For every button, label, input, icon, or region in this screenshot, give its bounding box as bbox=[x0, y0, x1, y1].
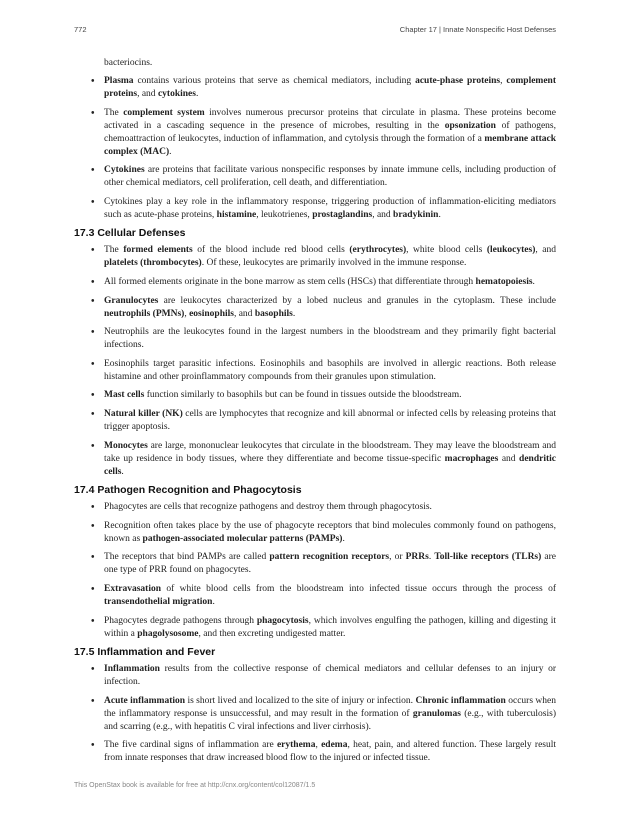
page-footer: This OpenStax book is available for free at http://cnx.org/content/col12087/1.5 bbox=[74, 782, 316, 789]
text-run: of the blood include red blood cells bbox=[192, 245, 350, 256]
text-run: are proteins that facilitate various nonspecific responses by innate immune cells, including production of other chemical mediators, cell proliferation, cell death, and differentiation. bbox=[104, 165, 556, 189]
intro-bullet-list bbox=[74, 75, 556, 222]
section-bullet-list bbox=[74, 663, 556, 765]
text-run: Neutrophils are the leukocytes found in the largest numbers in the bloodstream and they primarily fight bacterial infections. bbox=[104, 327, 556, 351]
text-run: and bbox=[498, 453, 520, 464]
text-run: , or bbox=[389, 552, 406, 563]
key-term: neutrophils (PMNs) bbox=[104, 308, 185, 319]
text-run: contains various proteins that serve as chemical mediators, including bbox=[133, 76, 416, 86]
key-term: prostaglandins bbox=[312, 209, 373, 220]
text-run: , and bbox=[137, 89, 158, 99]
key-term: phagolysosome bbox=[137, 628, 199, 639]
continuation-text: bacteriocins. bbox=[104, 58, 153, 68]
bullet-item bbox=[74, 389, 556, 402]
bullet-item bbox=[74, 551, 556, 577]
text-run: cells are lymphocytes that recognize and kill abnormal or infected cells by releasing proteins that trigger apoptosis. bbox=[104, 408, 556, 432]
key-term: Natural killer (NK) bbox=[104, 408, 183, 419]
key-term: Mast cells bbox=[104, 390, 145, 401]
text-run: Cytokines play a key role in the inflammatory response, triggering production of inflammation-eliciting mediators such as acute-phase proteins, bbox=[104, 196, 556, 220]
key-term: platelets (thrombocytes) bbox=[104, 258, 202, 269]
bullet-item bbox=[74, 295, 556, 321]
key-term: bradykinin bbox=[393, 209, 439, 220]
key-term: (leukocytes) bbox=[486, 245, 536, 256]
text-run: , bbox=[184, 308, 190, 319]
key-term: pattern recognition receptors bbox=[269, 552, 390, 563]
key-term: basophils bbox=[254, 308, 293, 319]
bullet-item bbox=[74, 663, 556, 689]
text-run: Recognition often takes place by the use of phagocyte receptors that bind molecules commonly found on pathogens, known as bbox=[104, 520, 556, 544]
text-run: of pathogens, chemoattraction of leukocytes, induction of inflammation, and cytolysis through the formation of a bbox=[104, 120, 556, 144]
key-term: edema bbox=[321, 740, 348, 751]
key-term: formed elements bbox=[123, 245, 193, 256]
text-run: (e.g., with tuberculosis) and scarring (e.g., with hepatitis C viral infections and liver cirrhosis). bbox=[104, 708, 556, 732]
key-term: complement proteins bbox=[104, 76, 557, 99]
text-run: . bbox=[428, 552, 435, 563]
text-run: , and bbox=[372, 209, 394, 220]
section-bullet-list bbox=[74, 244, 556, 478]
bullet-item bbox=[74, 326, 556, 352]
key-term: granulomas bbox=[412, 708, 461, 719]
text-run: , leukotrienes, bbox=[256, 209, 313, 220]
text-run: The bbox=[104, 107, 124, 118]
text-run: is short lived and localized to the site of injury or infection. bbox=[185, 695, 416, 706]
key-term: Monocytes bbox=[104, 440, 148, 451]
key-term: membrane attack complex (MAC) bbox=[104, 133, 556, 157]
text-run: , and then excreting undigested matter. bbox=[198, 628, 346, 639]
key-term: eosinophils bbox=[189, 308, 234, 319]
text-run: . bbox=[212, 596, 215, 607]
bullet-item bbox=[74, 739, 556, 765]
text-run: occurs when the inflammatory response is unsuccessful, and may result in the formation of bbox=[104, 695, 557, 719]
key-term: Toll-like receptors (TLRs) bbox=[434, 552, 542, 563]
bullet-item bbox=[74, 440, 556, 479]
text-run: involves numerous precursor proteins that circulate in plasma. These proteins become activated in a cascading sequence in the presence of microbes, resulting in the bbox=[104, 107, 556, 131]
text-run: Eosinophils target parasitic infections. Eosinophils and basophils are involved in allergic reactions. Both release histamine and other proinflammatory compounds from their granules upon stimulation. bbox=[104, 358, 556, 382]
text-run: are large, mononuclear leukocytes that circulate in the bloodstream. They may leave the bloodstream and take up residence in body tissues, where they differentiate and become tissue-specific bbox=[104, 440, 556, 464]
key-term: acute-phase proteins bbox=[415, 76, 501, 86]
text-run: . bbox=[121, 466, 124, 477]
text-run: of white blood cells from the bloodstream into infected tissue occurs through the process of bbox=[161, 583, 556, 594]
text-run: . Of these, leukocytes are primarily involved in the immune response. bbox=[201, 258, 467, 269]
text-run: . bbox=[169, 146, 172, 157]
key-term: hematopoiesis bbox=[475, 276, 533, 287]
text-run: , bbox=[500, 76, 507, 86]
page-number: 772 bbox=[74, 25, 87, 34]
text-run: , heat, pain, and altered function. These largely result from innate responses that draw increased blood flow to the injured or infected tissue. bbox=[104, 740, 557, 764]
key-term: Cytokines bbox=[104, 165, 145, 176]
key-term: PRRs bbox=[405, 552, 429, 563]
text-run: , which involves engulfing the pathogen, killing and digesting it within a bbox=[104, 615, 556, 639]
page-header bbox=[74, 25, 556, 37]
key-term: Granulocytes bbox=[104, 295, 159, 306]
key-term: (erythrocytes) bbox=[349, 245, 407, 256]
key-term: histamine bbox=[216, 209, 257, 220]
bullet-item bbox=[74, 164, 556, 190]
bullet-item bbox=[74, 107, 556, 159]
bullet-item bbox=[74, 408, 556, 434]
bullet-item bbox=[74, 520, 556, 546]
text-run: . bbox=[195, 89, 199, 99]
key-term: Plasma bbox=[104, 76, 134, 86]
text-run: are one type of PRR found on phagocytes. bbox=[104, 552, 556, 576]
text-run: The bbox=[104, 245, 124, 256]
bullet-item bbox=[74, 358, 556, 384]
section-heading: 17.4 Pathogen Recognition and Phagocytosis bbox=[74, 484, 302, 497]
text-run: Phagocytes are cells that recognize pathogens and destroy them through phagocytosis. bbox=[104, 502, 432, 513]
bullet-item bbox=[74, 276, 556, 289]
text-run: are leukocytes characterized by a lobed nucleus and granules in the cytoplasm. These include bbox=[158, 295, 556, 306]
key-term: Extravasation bbox=[104, 583, 161, 594]
bullet-item bbox=[74, 75, 556, 101]
key-term: cytokines bbox=[157, 89, 196, 99]
text-run: . bbox=[438, 209, 441, 220]
key-term: Acute inflammation bbox=[104, 695, 186, 706]
text-run: . bbox=[532, 276, 535, 287]
text-run: function similarly to basophils but can be found in tissues outside the bloodstream. bbox=[144, 390, 462, 401]
section-heading: 17.3 Cellular Defenses bbox=[74, 227, 186, 240]
key-term: phagocytosis bbox=[256, 615, 309, 626]
key-term: Chronic inflammation bbox=[415, 695, 506, 706]
text-run: , and bbox=[233, 308, 255, 319]
key-term: pathogen-associated molecular patterns (PAMPs) bbox=[142, 533, 343, 544]
text-run: . bbox=[292, 308, 296, 319]
key-term: erythema bbox=[276, 740, 316, 751]
bullet-item bbox=[74, 244, 556, 270]
key-term: transendothelial migration bbox=[104, 596, 213, 607]
text-run: , and bbox=[535, 245, 557, 256]
key-term: complement system bbox=[123, 107, 205, 118]
key-term: dendritic cells bbox=[104, 453, 556, 477]
key-term: opsonization bbox=[444, 120, 496, 131]
bullet-item bbox=[74, 695, 556, 734]
summary-content bbox=[74, 57, 556, 771]
section-bullet-list bbox=[74, 501, 556, 640]
text-run: , bbox=[315, 740, 322, 751]
text-run: results from the collective response of chemical mediators and cellular defenses to an injury or infection. bbox=[104, 664, 556, 688]
bullet-item bbox=[74, 501, 556, 514]
text-run: All formed elements originate in the bone marrow as stem cells (HSCs) that differentiate through bbox=[104, 276, 476, 287]
text-run: , white blood cells bbox=[406, 245, 487, 256]
section-heading: 17.5 Inflammation and Fever bbox=[74, 646, 216, 659]
text-run: The receptors that bind PAMPs are called bbox=[104, 552, 270, 563]
sections-container bbox=[74, 227, 556, 765]
key-term: macrophages bbox=[444, 453, 499, 464]
text-run: Phagocytes degrade pathogens through bbox=[104, 615, 257, 626]
chapter-title: Chapter 17 | Innate Nonspecific Host Defenses bbox=[399, 25, 556, 34]
text-run: . bbox=[342, 533, 345, 544]
bullet-item bbox=[74, 583, 556, 609]
bullet-item bbox=[74, 196, 556, 222]
text-run: The five cardinal signs of inflammation are bbox=[104, 740, 277, 751]
key-term: Inflammation bbox=[104, 664, 160, 675]
bullet-item bbox=[74, 615, 556, 641]
